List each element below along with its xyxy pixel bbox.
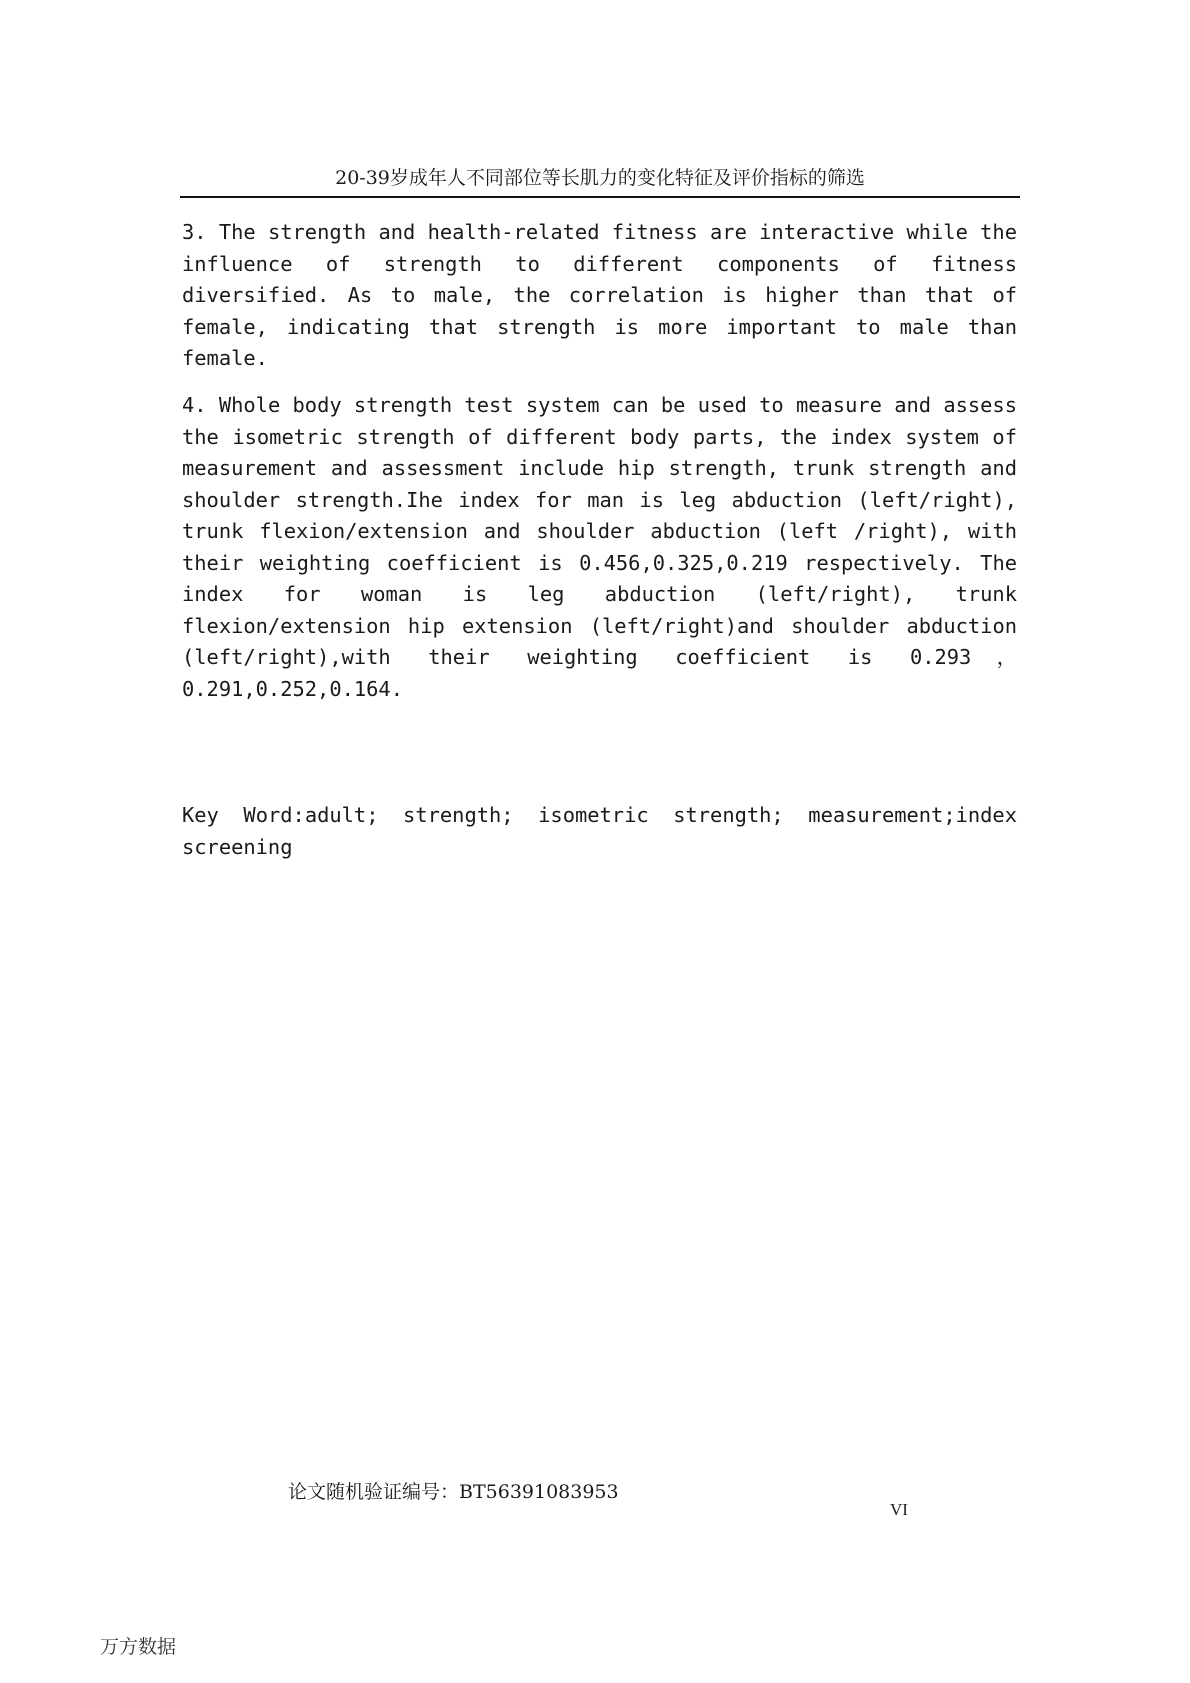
header-rule — [180, 196, 1020, 198]
keywords-text: adult; strength; isometric strength; measurement;index screening — [182, 803, 1017, 859]
keywords-label: Key Word: — [182, 803, 305, 827]
wanfang-watermark: 万方数据 — [100, 1636, 177, 1658]
running-header-title: 20-39岁成年人不同部位等长肌力的变化特征及评价指标的筛选 — [335, 167, 865, 189]
keywords-block — [182, 800, 1017, 863]
abstract-paragraph-4: 4. Whole body strength test system can be used to measure and assess the isometric strength of different body parts, the index system of measurement and assessment include hip strength, trunk strength and shoulder strength.Ihe index for man is leg abduction (left/right), trunk flexion/extension and shoulder abduction (left /right), with their weighting coefficient is 0.456,0.325,0.219 respectively. The index for woman is leg abduction (left/right), trunk flexion/extension hip extension (left/right)and shoulder abduction (left/right),with their weighting coefficient is 0.293，0.291,0.252,0.164. — [182, 393, 1017, 701]
abstract-paragraph-3: 3. The strength and health-related fitness are interactive while the influence of strength to different components of fitness diversified. As to male, the correlation is higher than that of female, indicating that strength is more important to male than female. — [182, 220, 1017, 370]
verification-number: 论文随机验证编号：BT56391083953 — [288, 1481, 619, 1503]
page-number: VI — [890, 1500, 908, 1519]
